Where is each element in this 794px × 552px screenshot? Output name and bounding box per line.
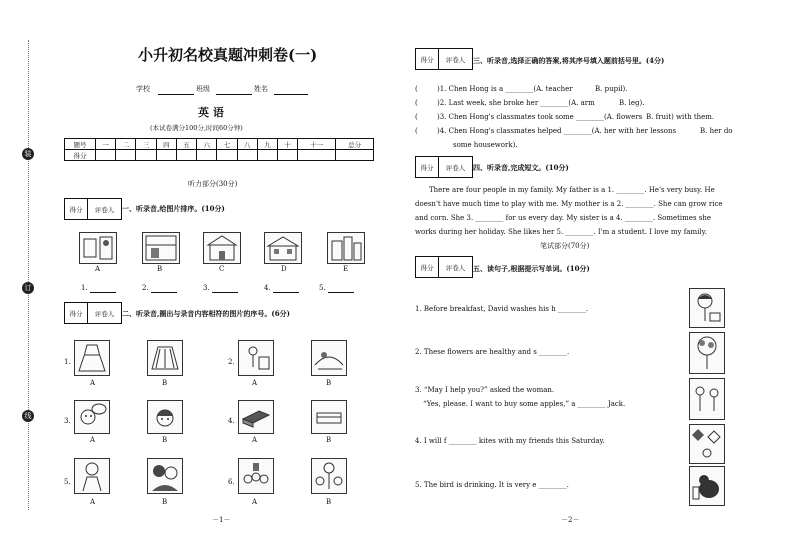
section5-title: 五、读句子,根据提示写单词。(10分) xyxy=(473,264,590,273)
page-number: －2－ xyxy=(561,516,580,524)
section2-number: 4. xyxy=(228,417,235,425)
score-header-row xyxy=(65,139,374,150)
section3-paren: ( xyxy=(415,127,418,135)
score-cell[interactable] xyxy=(336,150,374,161)
name-blank[interactable] xyxy=(274,94,308,95)
grader-name-label: 评卷人 xyxy=(94,205,115,214)
section1-letter: E xyxy=(343,265,349,273)
section1-blank-num: 2. xyxy=(142,284,149,292)
section3-item-text: )1. Chen Hong is a ________(A. teacher xyxy=(437,85,573,93)
section2-picture-skirt[interactable] xyxy=(147,340,183,376)
score-cell[interactable] xyxy=(197,150,217,161)
section4-title: 四、听录音,完成短文。(10分) xyxy=(473,163,569,172)
grader-box xyxy=(64,198,122,220)
section1-picture-c xyxy=(203,232,241,264)
section5-item: 5. The bird is drinking. It is very e ________. xyxy=(415,481,569,489)
section2-picture-dress[interactable] xyxy=(74,340,110,376)
section2-number: 6. xyxy=(228,478,235,486)
written-title: 笔试部分(70分) xyxy=(540,242,590,250)
school-blank[interactable] xyxy=(158,94,194,95)
score-row xyxy=(65,150,374,161)
grader-box xyxy=(415,156,473,178)
section1-picture-b xyxy=(142,232,180,264)
score-header: 五 xyxy=(176,139,196,150)
section1-blank-num: 3. xyxy=(203,284,210,292)
section3-continuation: some housework). xyxy=(453,141,518,149)
section3-item-option-b: B. fruit) with them. xyxy=(646,113,715,121)
section1-blank-num: 5. xyxy=(319,284,326,292)
section3-title: 三、听录音,选择正确的答案,将其序号填入题前括号里。(4分) xyxy=(473,56,665,65)
section5-picture-bird xyxy=(689,466,725,506)
section2-option: B xyxy=(326,379,332,387)
section2-picture-box[interactable] xyxy=(311,400,347,434)
score-header: 十 xyxy=(278,139,298,150)
score-table xyxy=(64,138,374,161)
score-header: 三 xyxy=(136,139,156,150)
subject-title: 英 语 xyxy=(198,106,224,119)
section1-picture-d xyxy=(264,232,302,264)
section2-option: B xyxy=(162,498,168,506)
section4-line: works during her holiday. She likes her 5. ________. I'm a student. I love my family. xyxy=(415,228,707,236)
grader-box xyxy=(415,48,473,70)
score-header: 九 xyxy=(257,139,277,150)
section1-letter: B xyxy=(157,265,163,273)
section2-option: A xyxy=(90,498,96,506)
grader-score-label: 得分 xyxy=(416,49,439,69)
grader-score-label: 得分 xyxy=(416,157,439,177)
section5-picture-flowers xyxy=(689,332,725,374)
grader-name-label: 评卷人 xyxy=(445,55,466,64)
score-header: 题号 xyxy=(65,139,96,150)
section2-option: B xyxy=(162,436,168,444)
school-label: 学校 xyxy=(136,85,150,93)
score-cell[interactable] xyxy=(217,150,237,161)
grader-score-label: 得分 xyxy=(65,303,88,323)
grader-name-label: 评卷人 xyxy=(445,263,466,272)
grader-score-label: 得分 xyxy=(65,199,88,219)
section2-option: B xyxy=(326,436,332,444)
listening-title: 听力部分(30分) xyxy=(188,180,238,188)
section3-item-text: )4. Chen Hong's classmates helped ________(A. her with her lessons xyxy=(437,127,677,135)
section1-letter: C xyxy=(219,265,225,273)
score-cell[interactable] xyxy=(278,150,298,161)
score-header: 十一 xyxy=(298,139,336,150)
score-header: 一 xyxy=(96,139,116,150)
section2-picture-family[interactable] xyxy=(311,458,347,494)
section5-item: “Yes, please. I want to buy some apples,” a ________ Jack. xyxy=(423,400,626,408)
section1-blank[interactable] xyxy=(328,292,354,293)
score-header: 四 xyxy=(156,139,176,150)
section3-item-text: )2. Last week, she broke her ________(A. arm xyxy=(437,99,595,107)
class-label: 班级 xyxy=(196,85,210,93)
name-label: 姓名 xyxy=(254,85,268,93)
section5-picture-shop xyxy=(689,378,725,420)
section4-line: doesn't have much time to play with me. My mother is a 2. ________. She can grow rice xyxy=(415,200,723,208)
score-header: 六 xyxy=(197,139,217,150)
section2-option: A xyxy=(252,436,258,444)
section2-number: 5. xyxy=(64,478,71,486)
score-row-label: 得分 xyxy=(65,150,96,161)
section2-picture-scene-b[interactable] xyxy=(311,340,347,376)
section1-blank-num: 4. xyxy=(264,284,271,292)
grader-box xyxy=(415,256,473,278)
score-cell[interactable] xyxy=(257,150,277,161)
score-cell[interactable] xyxy=(116,150,136,161)
section1-picture-a xyxy=(79,232,117,264)
section2-option: B xyxy=(326,498,332,506)
binding-char: 装 xyxy=(22,148,34,160)
section5-item: 2. These flowers are healthy and s ________. xyxy=(415,348,570,356)
section3-paren: ( xyxy=(415,113,418,121)
section2-option: A xyxy=(90,379,96,387)
section5-item: 4. I will f ________ kites with my friends this Saturday. xyxy=(415,437,605,445)
binding-line xyxy=(28,40,29,510)
section2-picture-boy[interactable] xyxy=(74,400,110,434)
section3-item-text: )3. Chen Hong's classmates took some ________(A. flowers xyxy=(437,113,643,121)
grader-score-label: 得分 xyxy=(416,257,439,277)
score-header: 二 xyxy=(116,139,136,150)
class-blank[interactable] xyxy=(216,94,252,95)
section1-blank[interactable] xyxy=(151,292,177,293)
section3-item-option-b: B. her do xyxy=(700,127,733,135)
exam-note: (本试卷满分100分,时间60分钟) xyxy=(150,124,243,132)
score-cell[interactable] xyxy=(136,150,156,161)
section2-option: A xyxy=(90,436,96,444)
grader-name-label: 评卷人 xyxy=(94,309,115,318)
section2-number: 3. xyxy=(64,417,71,425)
section3-paren: ( xyxy=(415,99,418,107)
section2-picture-scene-a[interactable] xyxy=(238,340,274,376)
grader-box xyxy=(64,302,122,324)
section2-title: 二、听录音,圈出与录音内容相符的图片的序号。(6分) xyxy=(122,309,290,318)
page-title: 小升初名校真题冲刺卷(一) xyxy=(138,46,318,64)
binding-char: 线 xyxy=(22,410,34,422)
section1-letter: A xyxy=(95,265,101,273)
section2-number: 1. xyxy=(64,358,71,366)
page-number: －1－ xyxy=(212,516,231,524)
score-cell[interactable] xyxy=(96,150,116,161)
section5-picture-hands xyxy=(689,288,725,328)
section4-line: and corn. She 3. ________ for us every day. My sister is a 4. ________. Sometimes she xyxy=(415,214,712,222)
section1-picture-e xyxy=(327,232,365,264)
score-cell[interactable] xyxy=(176,150,196,161)
score-header: 总分 xyxy=(336,139,374,150)
section5-item: 3. “May I help you?” asked the woman. xyxy=(415,386,555,394)
section1-blank[interactable] xyxy=(212,292,238,293)
section2-option: A xyxy=(252,379,258,387)
section3-item-option-b: B. leg). xyxy=(619,99,645,107)
section4-line: There are four people in my family. My father is a 1. ________. He's very busy. He xyxy=(429,186,715,194)
section1-blank[interactable] xyxy=(90,292,116,293)
section2-option: B xyxy=(162,379,168,387)
section1-blank[interactable] xyxy=(273,292,299,293)
section5-item: 1. Before breakfast, David washes his h ________. xyxy=(415,305,589,313)
section2-picture-couple[interactable] xyxy=(147,458,183,494)
section3-paren: ( xyxy=(415,85,418,93)
section1-title: 一、听录音,给图片排序。(10分) xyxy=(122,204,225,213)
score-cell[interactable] xyxy=(237,150,257,161)
section5-picture-kites xyxy=(689,424,725,464)
section1-letter: D xyxy=(281,265,287,273)
section2-picture-girl[interactable] xyxy=(147,400,183,434)
section1-blank-num: 1. xyxy=(81,284,88,292)
right-page xyxy=(397,0,794,552)
section2-number: 2. xyxy=(228,358,235,366)
section2-picture-group[interactable] xyxy=(238,458,274,494)
binding-char: 订 xyxy=(22,282,34,294)
score-cell[interactable] xyxy=(298,150,336,161)
section2-picture-woman[interactable] xyxy=(74,458,110,494)
score-header: 八 xyxy=(237,139,257,150)
score-header: 七 xyxy=(217,139,237,150)
section2-option: A xyxy=(252,498,258,506)
grader-name-label: 评卷人 xyxy=(445,163,466,172)
section3-item-option-b: B. pupil). xyxy=(595,85,628,93)
section2-picture-book[interactable] xyxy=(238,400,274,434)
score-cell[interactable] xyxy=(156,150,176,161)
